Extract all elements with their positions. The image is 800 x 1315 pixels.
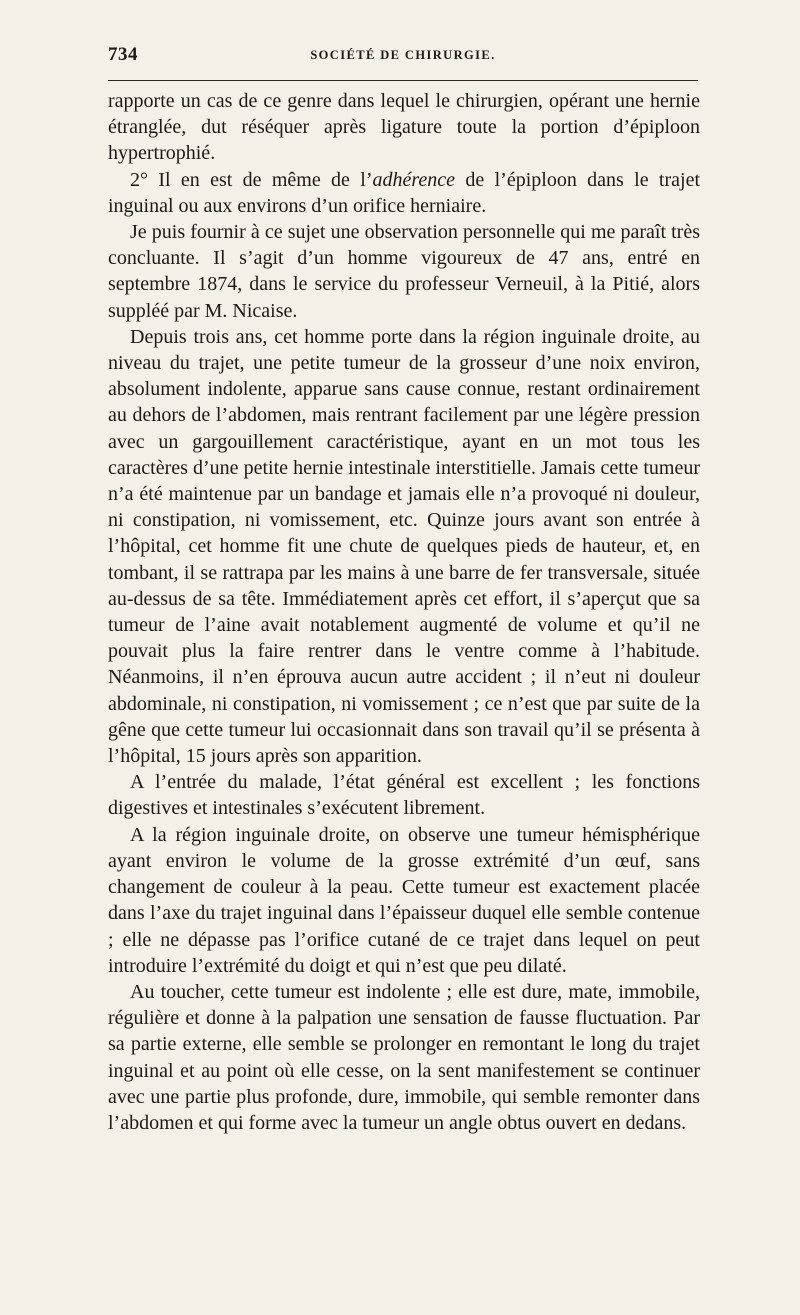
paragraph: Je puis fournir à ce sujet une observation personnelle qui me paraît très concluante. Il s’agit d’un homme vigoureux de 47 ans, entré en septembre 1874, dans le service du professeur Verneuil, à la Pitié, alors suppléé par M. Nicaise. <box>108 221 700 322</box>
header-rule <box>108 80 698 81</box>
page-number: 734 <box>108 44 138 65</box>
italic-term: adhérence <box>372 168 456 191</box>
paragraph-text: de l’épiploon dans le trajet inguinal ou aux environs d’un orifice herniaire. <box>108 168 700 217</box>
paragraph: rapporte un cas de ce genre dans lequel le chirurgien, opérant une hernie étranglée, dut réséquer après ligature toute la portion d’épiploon hypertrophié. <box>108 90 700 165</box>
running-title: SOCIÉTÉ DE CHIRURGIE. <box>310 48 496 62</box>
paragraph: A l’entrée du malade, l’état général est excellent ; les fonctions digestives et intestinales s’exécutent librement. <box>108 771 700 820</box>
paragraph: Depuis trois ans, cet homme porte dans la région inguinale droite, au niveau du trajet, une petite tumeur de la grosseur d’une noix environ, absolument indolente, apparue sans cause connue, restant ordinairement au dehors de l’abdomen, mais rentrant facilement par une légère pression avec un gargouillement caractéristique, ayant en un mot tous les caractères d’une petite hernie intestinale interstitielle. Jamais cette tumeur n’a été maintenue par un bandage et jamais elle n’a provoqué ni douleur, ni constipation, ni vomissement, etc. Quinze jours avant son entrée à l’hôpital, cet homme fit une chute de quelques pieds de hauteur, et, en tombant, il se rattrapa par les mains à une barre de fer transversale, située au-dessus de sa tête. Immédiatement après cet effort, il s’aperçut que sa tumeur de l’aine avait notablement augmenté de volume et qu’il ne pouvait plus la faire rentrer dans le ventre comme à l’habitude. Néanmoins, il n’en éprouva aucun autre accident ; il n’eut ni douleur abdominale, ni constipation, ni vomissement ; ce n’est que par suite de la gêne que cette tumeur lui occasionnait dans son travail qu’il se présenta à l’hôpital, 15 jours après son apparition. <box>108 325 700 768</box>
paragraph: Au toucher, cette tumeur est indolente ; elle est dure, mate, immobile, régulière et donne à la palpation une sensation de fausse fluctuation. Par sa partie externe, elle semble se prolonger en remontant le long du trajet inguinal et au point où elle cesse, on la sent manifestement se continuer avec une partie plus profonde, dure, immobile, qui semble remonter dans l’abdomen et qui forme avec la tumeur un angle obtus ouvert en dedans. <box>108 980 700 1134</box>
body-text <box>108 88 700 1136</box>
paragraph-text: 2° Il en est de même de l’ <box>130 168 373 191</box>
paragraph <box>108 167 700 219</box>
paragraph: A la région inguinale droite, on observe une tumeur hémisphérique ayant environ le volume de la grosse extrémité d’un œuf, sans changement de couleur à la peau. Cette tumeur est exactement placée dans l’axe du trajet inguinal dans l’épaisseur duquel elle semble contenue ; elle ne dépasse pas l’orifice cutané de ce trajet dans lequel on peut introduire l’extrémité du doigt et qui n’est que peu dilaté. <box>108 823 700 977</box>
page-header <box>108 44 698 74</box>
